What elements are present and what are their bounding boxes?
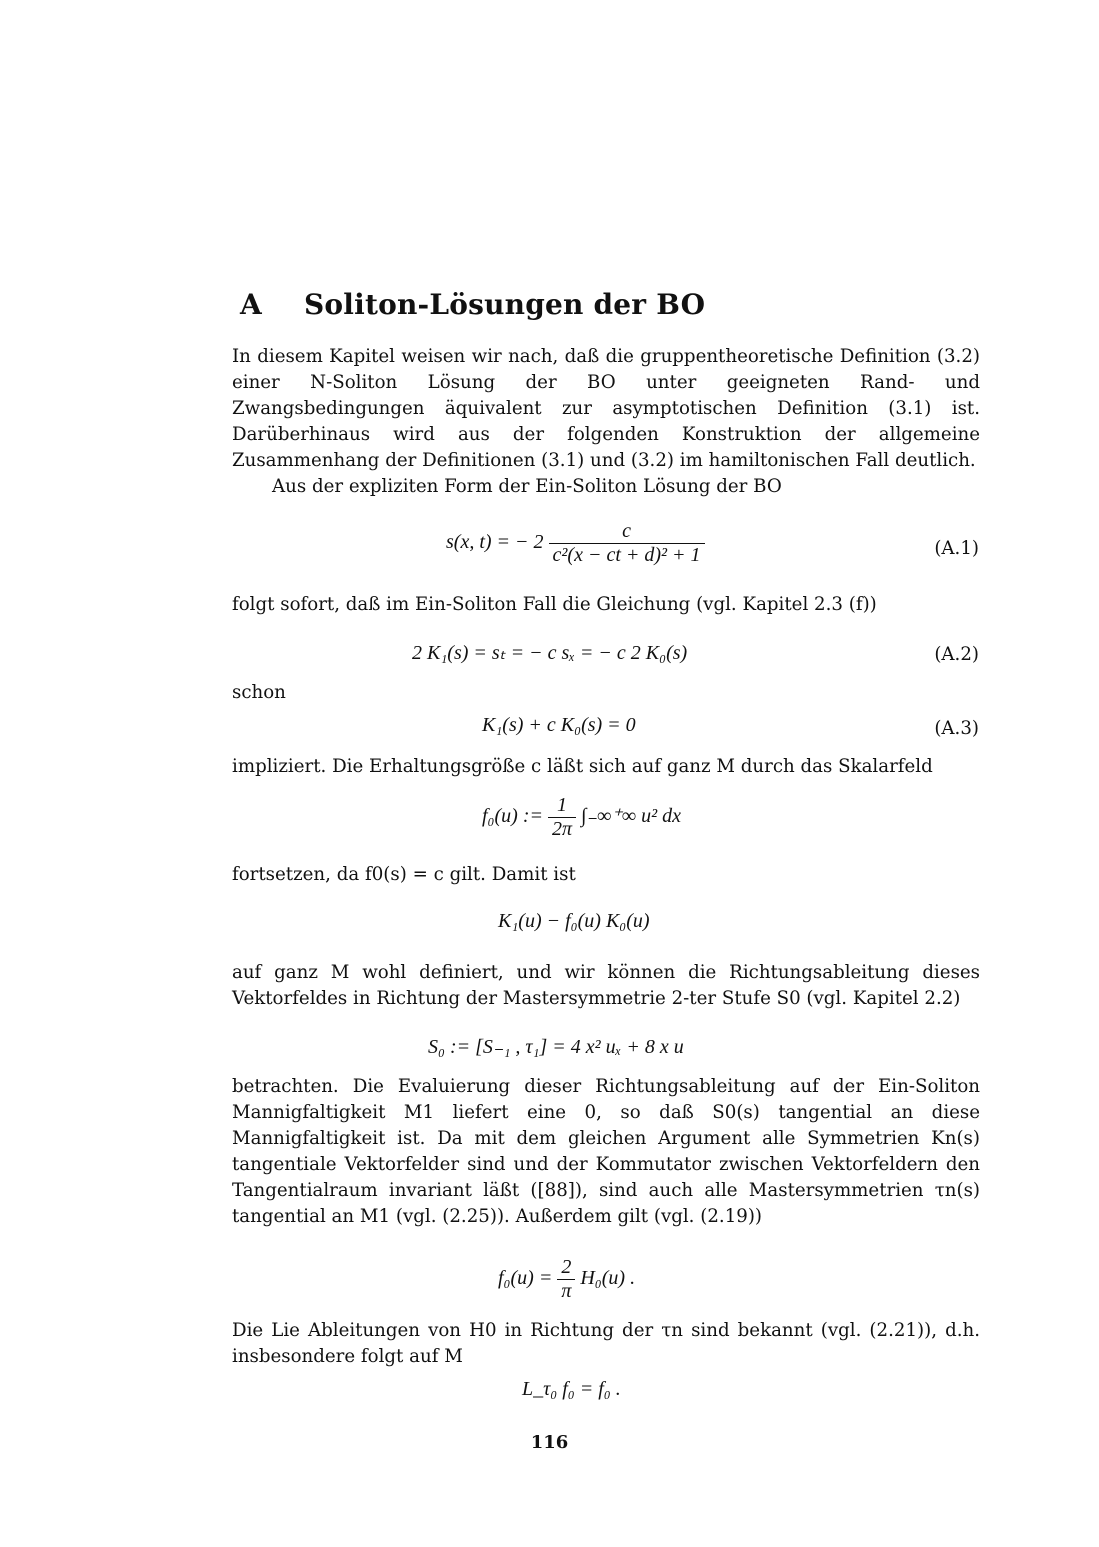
equation-label-a3: (A.3): [934, 718, 979, 739]
equation-f0-integral: ∫₋∞⁺∞ u² dx: [581, 805, 682, 828]
paragraph-continue: fortsetzen, da f0(s) = c gilt. Damit ist: [232, 864, 576, 885]
equation-s0: S₀ := [S₋₁ , τ₁] = 4 x² uₓ + 8 x u: [428, 1036, 684, 1058]
equation-h0-fraction: [557, 1256, 575, 1303]
section-heading: [240, 288, 705, 321]
equation-a1-fraction: [549, 520, 705, 567]
equation-f0-lhs: f₀(u) :=: [482, 805, 543, 828]
page-number: 116: [530, 1432, 569, 1453]
equation-h0-rhs: H₀(u) .: [580, 1267, 636, 1290]
equation-f0-fraction: [548, 794, 576, 841]
equation-label-a1: (A.1): [934, 538, 979, 559]
equation-f0-definition: [482, 794, 681, 841]
equation-lie-derivative: L_τ₀ f₀ = f₀ .: [522, 1378, 621, 1400]
equation-a1-lhs: s(x, t) = − 2: [446, 531, 544, 554]
paragraph-follows: folgt sofort, daß im Ein-Soliton Fall die Gleichung (vgl. Kapitel 2.3 (f)): [232, 594, 877, 615]
equation-f0-denominator: 2π: [552, 818, 573, 840]
equation-k1: K₁(u) − f₀(u) K₀(u): [498, 910, 650, 932]
paragraph-defined: auf ganz M wohl definiert, und wir können die Richtungsableitung dieses Vektorfeldes in Richtung der Mastersymmetrie 2-ter Stufe S0 (vgl. Kapitel 2.2): [232, 962, 980, 1009]
equation-a3: K₁(s) + c K₀(s) = 0: [482, 714, 636, 736]
paragraph-evaluation: betrachten. Die Evaluierung dieser Richtungsableitung auf der Ein-Soliton Mannigfaltigkeit M1 liefert eine 0, so daß S0(s) tangential an diese Mannigfaltigkeit ist. Da mit dem gleichen Argument alle Symmetrien Kn(s) tangentiale Vektorfelder sind und der Kommutator zwischen Vektorfeldern den Tangentialraum invariant läßt ([88]), sind auch alle Mastersymmetrien τn(s) tangential an M1 (vgl. (2.25)). Außerdem gilt (vgl. (2.19)): [232, 1076, 980, 1227]
paragraph-intro: In diesem Kapitel weisen wir nach, daß die gruppentheoretische Definition (3.2) einer N-Soliton Lösung der BO unter geeigneten Rand- und Zwangsbedingungen äquivalent zur asymptotischen Definition (3.1) ist. Darüberhinaus wird aus der folgenden Konstruktion der allgemeine Zusammenhang der Definitionen (3.1) und (3.2) im hamiltonischen Fall deutlich.: [232, 346, 980, 471]
paragraph-implies: impliziert. Die Erhaltungsgröße c läßt sich auf ganz M durch das Skalarfeld: [232, 756, 933, 777]
equation-h0-lhs: f₀(u) =: [498, 1267, 553, 1290]
equation-h0-denominator: π: [561, 1280, 572, 1302]
equation-a1-denominator: c²(x − ct + d)² + 1: [552, 544, 701, 566]
equation-a1: [446, 520, 705, 567]
paragraph-schon: schon: [232, 682, 286, 703]
equation-f0-numerator: 1: [548, 794, 576, 818]
section-title: Soliton-Lösungen der BO: [304, 288, 706, 321]
section-number: A: [240, 288, 262, 321]
equation-h0-numerator: 2: [557, 1256, 575, 1280]
equation-a2: 2 K₁(s) = sₜ = − c sₓ = − c 2 K₀(s): [412, 642, 688, 664]
equation-a1-numerator: c: [549, 520, 705, 544]
equation-label-a2: (A.2): [934, 644, 979, 665]
paragraph-lie: Die Lie Ableitungen von H0 in Richtung der τn sind bekannt (vgl. (2.21)), d.h. insbesondere folgt auf M: [232, 1320, 980, 1367]
equation-h0: [498, 1256, 635, 1303]
paragraph-explicit-form: Aus der expliziten Form der Ein-Soliton Lösung der BO: [272, 476, 782, 497]
